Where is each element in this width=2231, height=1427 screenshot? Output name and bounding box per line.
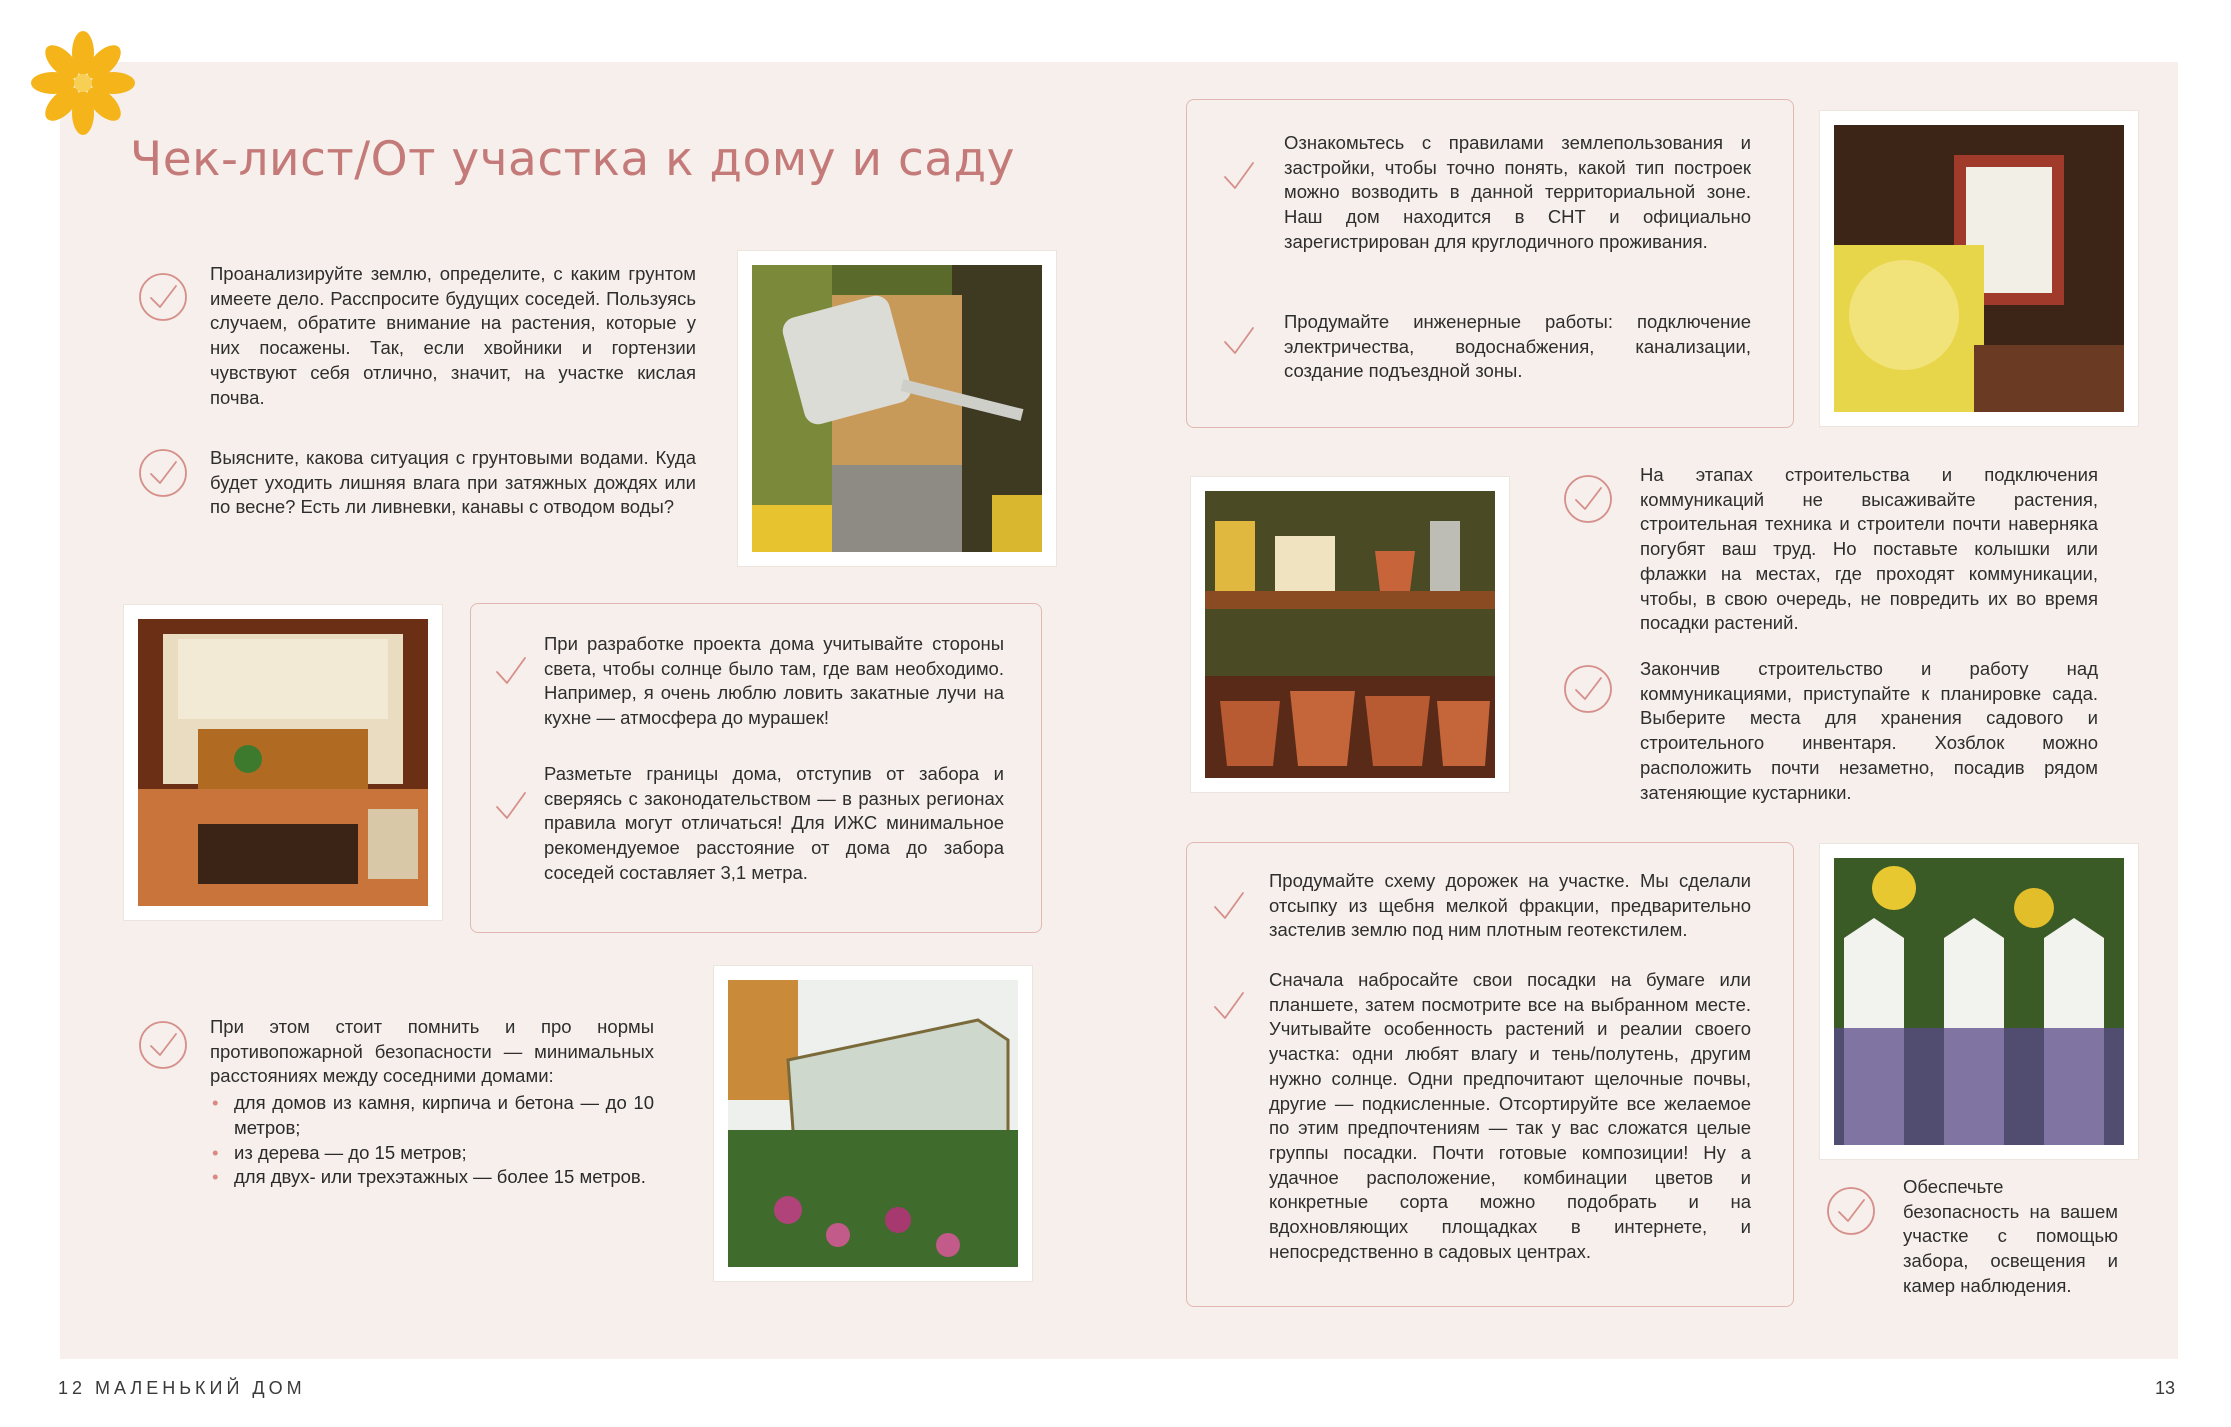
photo-clay-pots-shelf: [1191, 477, 1509, 792]
checklist-item-land-rules: Ознакомьтесь с правилами землепользования и застройки, чтобы точно понять, какой тип построек можно возводить в данной территориальной зоне. Наш дом находится в СНТ и официально зарегистрирован для круглодичного проживания.: [1284, 132, 1751, 252]
photo-watering-can: [738, 251, 1056, 566]
check-circle-icon: [138, 1020, 188, 1070]
page-number-right: 13: [2155, 1378, 2176, 1398]
page-number-left: 12 МАЛЕНЬКИЙ ДОМ: [58, 1378, 306, 1398]
check-icon: [1212, 890, 1246, 922]
checklist-item-construction: На этапах строительства и подключения коммуникаций не высаживайте растения, строительная техника и строители почти наверняка погубят ваш труд. Но поставьте колышки или флажки на местах, где проходят коммуникации, чтобы, в свою очередь, не повредить их во время посадки растений.: [1640, 464, 2098, 634]
list-item: • из дерева — до 15 метров;: [210, 1141, 654, 1166]
check-circle-icon: [138, 272, 188, 322]
checklist-item-engineering: Продумайте инженерные работы: подключение электричества, водоснабжения, канализации, создание подъездной зоны.: [1284, 311, 1751, 382]
photo-kitchen: [124, 605, 442, 920]
checklist-item-sunlight: При разработке проекта дома учитывайте стороны света, чтобы солнце было там, где вам необходимо. Например, я очень люблю ловить закатные лучи на кухне — атмосфера до мурашек!: [544, 633, 1004, 729]
checklist-item-sketch: Сначала набросайте свои посадки на бумаге или планшете, затем посмотрите все на выбранном месте. Учитывайте особенность растений и реалии своего участка: одни любят влагу и тень/полутень, другим нужно солнце. Одни предпочитают щелочные почвы, другие — подкисленные. Отсортируйте все желаемое по этим предпочтениям — так у вас сложатся целые группы посадки. Почти готовые композиции! Ну а удачное расположение, комбинации цветов и конкретные сорта можно подобрать и на вдохновляющих площадках в интернете, и непосредственно в садовых центрах.: [1269, 969, 1751, 1262]
checklist-item-safety: Обеспечьте безопасность на вашем участке с помощью забора, освещения и камер наблюдения.: [1903, 1176, 2118, 1296]
list-item: • для двух- или трехэтажных — более 15 метров.: [210, 1165, 654, 1190]
checklist-item-groundwater: Выясните, какова ситуация с грунтовыми водами. Куда будет уходить лишняя влага при затяжных дождях или по весне? Есть ли ливневки, канавы с отводом воды?: [210, 447, 696, 518]
checklist-item-fire-safety: При этом стоит помнить и про нормы противопожарной безопасности — минимальных расстояниях между соседними домами: • для домов из камня, кирпича и бетона — до 10 метров; • из дерева — до 15 метров; • для двух- или трехэтажных — более 15 метров.: [210, 1015, 654, 1190]
photo-greenhouse: [714, 966, 1032, 1281]
checklist-item-paths: Продумайте схему дорожек на участке. Мы сделали отсыпку из щебня мелкой фракции, предварительно застелив землю под ним плотным геотекстилем.: [1269, 870, 1751, 941]
check-icon: [1222, 325, 1256, 357]
page-title: Чек-лист/От участка к дому и саду: [130, 132, 1015, 187]
check-circle-icon: [138, 448, 188, 498]
photo-house-window: [1820, 111, 2138, 426]
checklist-item-borders: Разметьте границы дома, отступив от забора и сверяясь с законодательством — в разных регионах правила могут отличаться! Для ИЖС минимальное рекомендуемое расстояние от дома до забора соседей составляет 3,1 метра.: [544, 763, 1004, 883]
check-icon: [1222, 160, 1256, 192]
check-icon: [494, 655, 528, 687]
checklist-item-soil: Проанализируйте землю, определите, с каким грунтом имеете дело. Расспросите будущих соседей. Пользуясь случаем, обратите внимание на растения, которые у них посажены. Так, если хвойники и гортензии чувствуют себя отлично, значит, на участке кислая почва.: [210, 263, 696, 408]
check-circle-icon: [1563, 664, 1613, 714]
check-circle-icon: [1826, 1186, 1876, 1236]
checklist-item-garden-plan: Закончив строительство и работу над коммуникациями, приступайте к планировке сада. Выберите места для хранения садового и строительного инвентаря. Хозблок можно расположить почти незаметно, посадив рядом затеняющие кустарники.: [1640, 658, 2098, 803]
fire-distance-list: [210, 1091, 654, 1190]
check-icon: [1212, 990, 1246, 1022]
flower-icon: [28, 28, 138, 138]
list-item: • для домов из камня, кирпича и бетона — до 10 метров;: [210, 1091, 654, 1140]
check-circle-icon: [1563, 474, 1613, 524]
photo-fence-flowers: [1820, 844, 2138, 1159]
check-icon: [494, 790, 528, 822]
